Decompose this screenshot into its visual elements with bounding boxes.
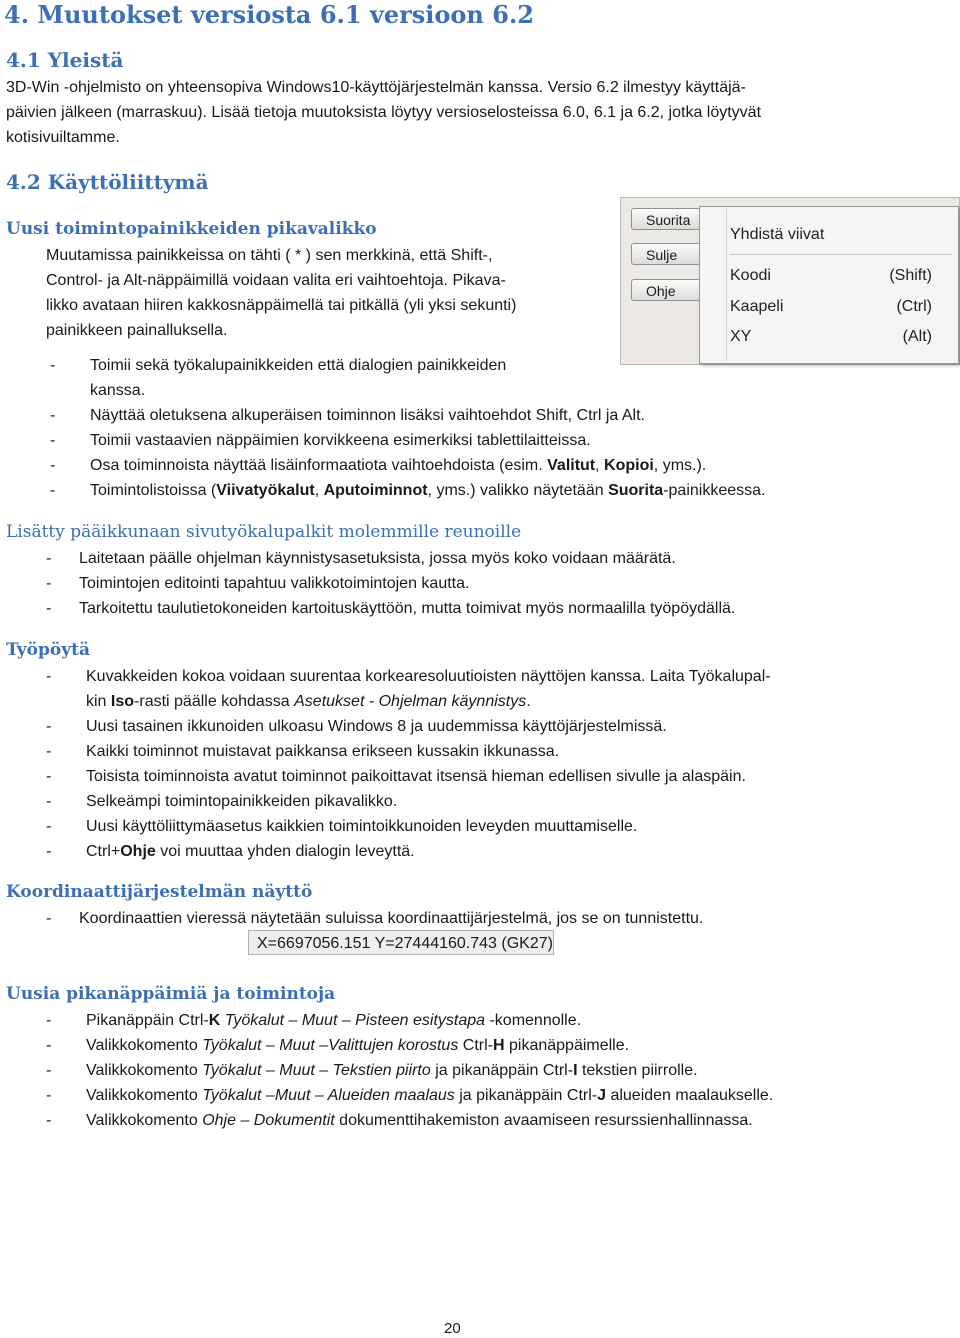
- menu-key-ctrl: (Ctrl): [896, 298, 932, 315]
- pikanappaimet-title: Uusia pikanäppäimiä ja toimintoja: [6, 984, 336, 1004]
- page-number: 20: [444, 1320, 461, 1337]
- context-menu-screenshot: [620, 197, 960, 365]
- pikavalikko-para-line3: likko avataan hiiren kakkosnäppäimellä tai pitkällä (yli yksi sekunti): [46, 297, 517, 314]
- section-41-title: 4.1 Yleistä: [6, 48, 124, 72]
- context-menu: [699, 206, 959, 364]
- ohje-button[interactable]: Ohje: [631, 279, 701, 301]
- coordinate-readout: X=6697056.151 Y=27444160.743 (GK27): [248, 930, 554, 955]
- pikavalikko-para-line2: Control- ja Alt-näppäimillä voidaan valita eri vaihtoehtoja. Pikava-: [46, 272, 506, 289]
- menu-key-shift: (Shift): [889, 267, 932, 284]
- menu-item-yhdista-viivat[interactable]: Yhdistä viivat: [730, 226, 825, 243]
- suorita-button[interactable]: Suorita: [631, 208, 701, 230]
- menu-item-xy[interactable]: XY: [730, 328, 752, 345]
- pikavalikko-title: Uusi toimintopainikkeiden pikavalikko: [6, 219, 377, 239]
- page-heading: 4. Muutokset versiosta 6.1 versioon 6.2: [4, 0, 534, 29]
- koordinaatti-title: Koordinaattijärjestelmän näyttö: [6, 882, 313, 902]
- section-41-para-line1: 3D-Win -ohjelmisto on yhteensopiva Windows10-käyttöjärjestelmän kanssa. Versio 6.2 ilmestyy käyttäjä-: [6, 79, 746, 96]
- tyopoyta-title: Työpöytä: [6, 640, 90, 660]
- section-41-para-line3: kotisivuiltamme.: [6, 129, 120, 146]
- menu-gutter-divider: [726, 209, 727, 361]
- sivutyokalupalkit-title: Lisätty pääikkunaan sivutyökalupalkit molemmille reunoille: [6, 522, 522, 542]
- sulje-button[interactable]: Sulje: [631, 243, 701, 265]
- pikavalikko-para-line1: Muutamissa painikkeissa on tähti ( * ) sen merkkinä, että Shift-,: [46, 247, 493, 264]
- pikavalikko-para-line4: painikkeen painalluksella.: [46, 322, 228, 339]
- menu-item-kaapeli[interactable]: Kaapeli: [730, 298, 784, 315]
- menu-item-koodi[interactable]: Koodi: [730, 267, 771, 284]
- section-42-title: 4.2 Käyttöliittymä: [6, 170, 209, 194]
- menu-key-alt: (Alt): [902, 328, 932, 345]
- menu-separator: [730, 254, 952, 255]
- section-41-para-line2: päivien jälkeen (marraskuu). Lisää tietoja muutoksista löytyy versioselosteissa 6.0, 6.1 ja 6.2, jotka löytyvät: [6, 104, 762, 121]
